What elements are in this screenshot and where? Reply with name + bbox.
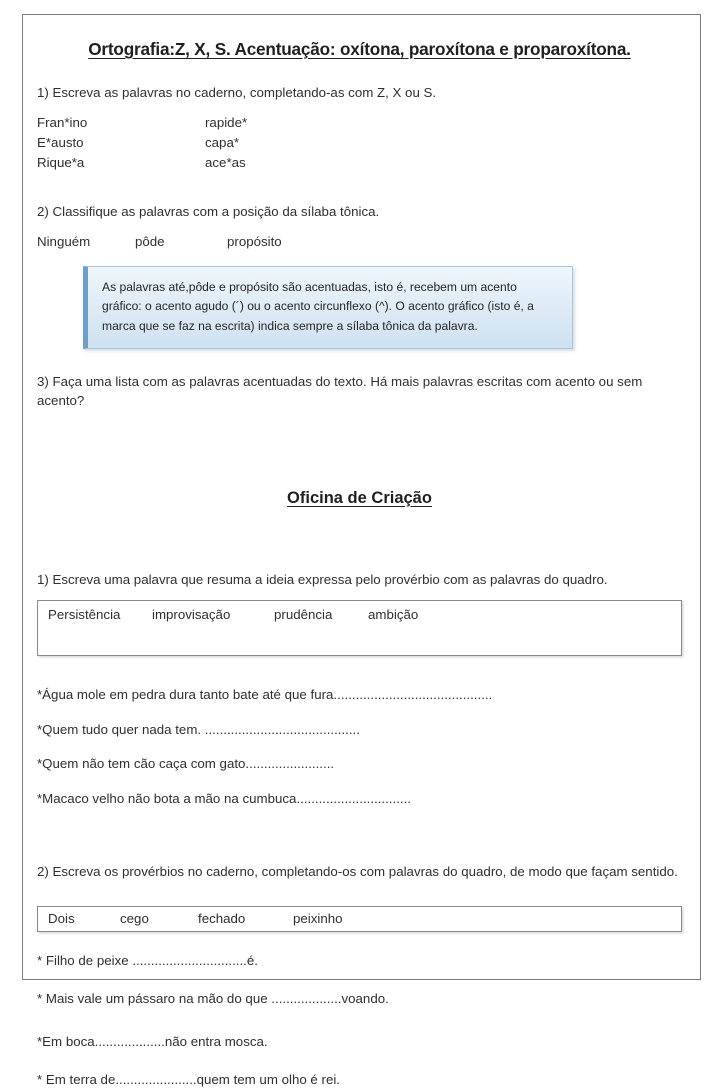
tonic-word: Ninguém xyxy=(37,233,91,249)
oficina-exercise-2-prompt: 2) Escreva os provérbios no caderno, completando-os com palavras do quadro, de modo que façam sentido. xyxy=(37,863,678,879)
word-bank-term: Dois xyxy=(48,910,75,926)
proverb-line: *Água mole em pedra dura tanto bate até que fura........................................... xyxy=(37,687,493,703)
proverb-line: *Quem tudo quer nada tem. .......................................... xyxy=(37,721,360,737)
word-pair-row xyxy=(37,133,682,153)
word-bank-term: fechado xyxy=(198,910,246,926)
worksheet-page xyxy=(22,14,701,1088)
exercise-1-prompt: 1) Escreva as palavras no caderno, completando-as com Z, X ou S. xyxy=(37,85,437,100)
word-bank-term: cego xyxy=(120,910,149,926)
word-bank-term: ambição xyxy=(368,607,419,623)
word-blank-right: capa* xyxy=(205,134,240,150)
proverb-line: * Mais vale um pássaro na mão do que ...................voando. xyxy=(37,991,389,1007)
accent-info-callout xyxy=(83,266,573,350)
proverb-line: * Em terra de......................quem tem um olho é rei. xyxy=(37,1072,340,1088)
proverb-line: *Quem não tem cão caça com gato........................ xyxy=(37,756,335,772)
accent-info-text: As palavras até,pôde e propósito são acentuadas, isto é, recebem um acento gráfico: o acento agudo (´) ou o acento circunflexo (^). O acento gráfico (isto é, a marca que se faz na escrita) indica sempre a sílaba tônica da palavra. xyxy=(102,279,534,333)
tonic-word: propósito xyxy=(227,233,282,249)
exercise-2-prompt: 2) Classifique as palavras com a posição da sílaba tônica. xyxy=(37,203,380,219)
proverb-line: * Filho de peixe ...............................é. xyxy=(37,952,258,968)
tonic-word-row xyxy=(37,232,682,252)
word-blank-right: ace*as xyxy=(205,154,246,170)
word-pair-row xyxy=(37,153,682,173)
page-title: Ortografia:Z, X, S. Acentuação: oxítona, paroxítona e proparoxítona. xyxy=(88,39,631,59)
proverb-line: *Em boca...................não entra mosca. xyxy=(37,1033,268,1049)
word-bank-term: prudência xyxy=(274,607,333,623)
word-blank-right: rapide* xyxy=(205,114,248,130)
worksheet-content xyxy=(23,15,700,1088)
word-blank-left: E*austo xyxy=(37,134,84,150)
tonic-word: pôde xyxy=(135,233,165,249)
proverb-line: *Macaco velho não bota a mão na cumbuca............................... xyxy=(37,791,411,807)
word-bank-term: improvisação xyxy=(152,607,231,623)
word-bank-term: peixinho xyxy=(293,910,343,926)
word-bank-2 xyxy=(37,906,682,932)
section-heading-oficina: Oficina de Criação xyxy=(287,488,432,507)
exercise-3-prompt: 3) Faça uma lista com as palavras acentuadas do texto. Há mais palavras escritas com acento ou sem acento? xyxy=(37,374,643,409)
oficina-exercise-1-prompt: 1) Escreva uma palavra que resuma a ideia expressa pelo provérbio com as palavras do quadro. xyxy=(37,572,608,588)
word-bank-term: Persistência xyxy=(48,607,121,623)
word-blank-left: Rique*a xyxy=(37,154,85,170)
word-blank-left: Fran*ino xyxy=(37,114,88,130)
word-pair-row xyxy=(37,113,682,133)
word-bank-1 xyxy=(37,600,682,656)
